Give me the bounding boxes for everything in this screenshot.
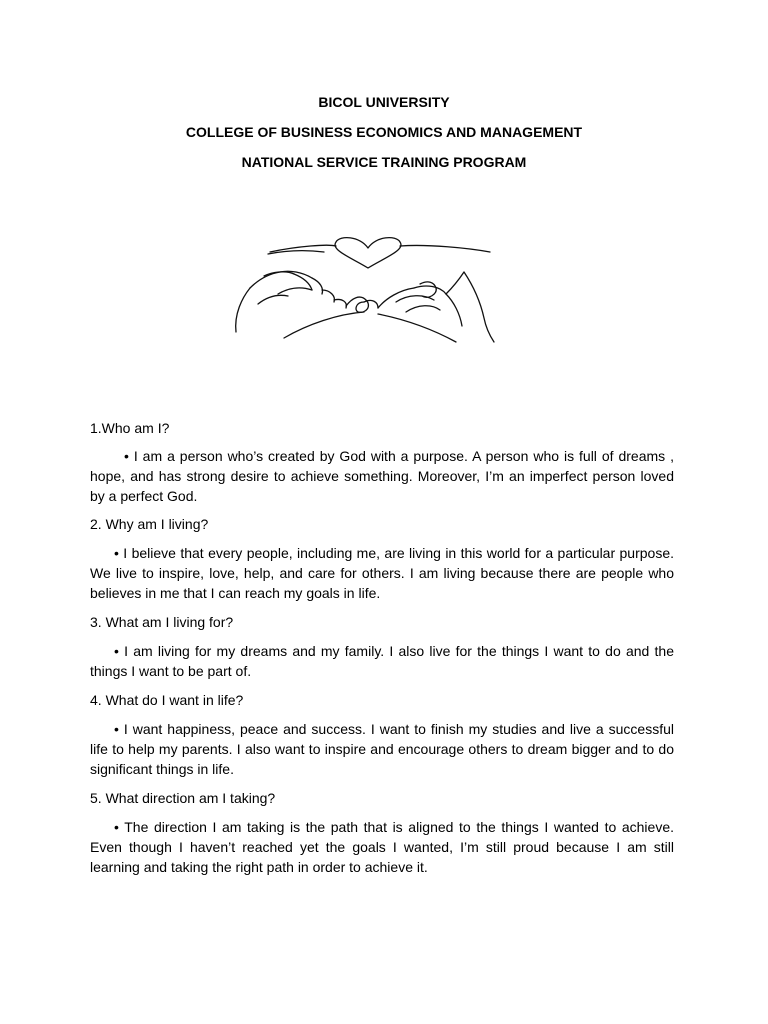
program-name: NATIONAL SERVICE TRAINING PROGRAM [241, 154, 527, 170]
question-3: 3. What am I living for? [90, 614, 234, 630]
answer-2: • I believe that every people, including me, are living in this world for a particular purpose. We live to inspire, love, help, and care for others. I am living because there are people who believes in me that I can reach my goals in life. [90, 545, 674, 601]
hands-heart-drawing-icon [228, 228, 508, 346]
university-name: BICOL UNIVERSITY [318, 94, 450, 110]
answer-1: • I am a person who’s created by God with a purpose. A person who is full of dreams , hope, and has strong desire to achieve something. Moreover, I’m an imperfect person loved by a perfect God. [90, 448, 674, 504]
college-name: COLLEGE OF BUSINESS ECONOMICS AND MANAGEMENT [185, 124, 583, 140]
question-1: 1.Who am I? [90, 420, 170, 436]
question-4: 4. What do I want in life? [90, 692, 244, 708]
answer-4: • I want happiness, peace and success. I want to finish my studies and live a successful life to help my parents. I also want to inspire and encourage others to dream bigger and to do significant things in life. [90, 721, 674, 777]
answer-5: • The direction I am taking is the path that is aligned to the things I wanted to achieve. Even though I haven’t reached yet the goals I wanted, I’m still proud because I am still learning and taking the right path in order to achieve it. [90, 819, 674, 875]
answer-3: • I am living for my dreams and my family. I also live for the things I want to do and the things I want to be part of. [90, 643, 674, 679]
question-2: 2. Why am I living? [90, 516, 209, 532]
question-5: 5. What direction am I taking? [90, 790, 276, 806]
